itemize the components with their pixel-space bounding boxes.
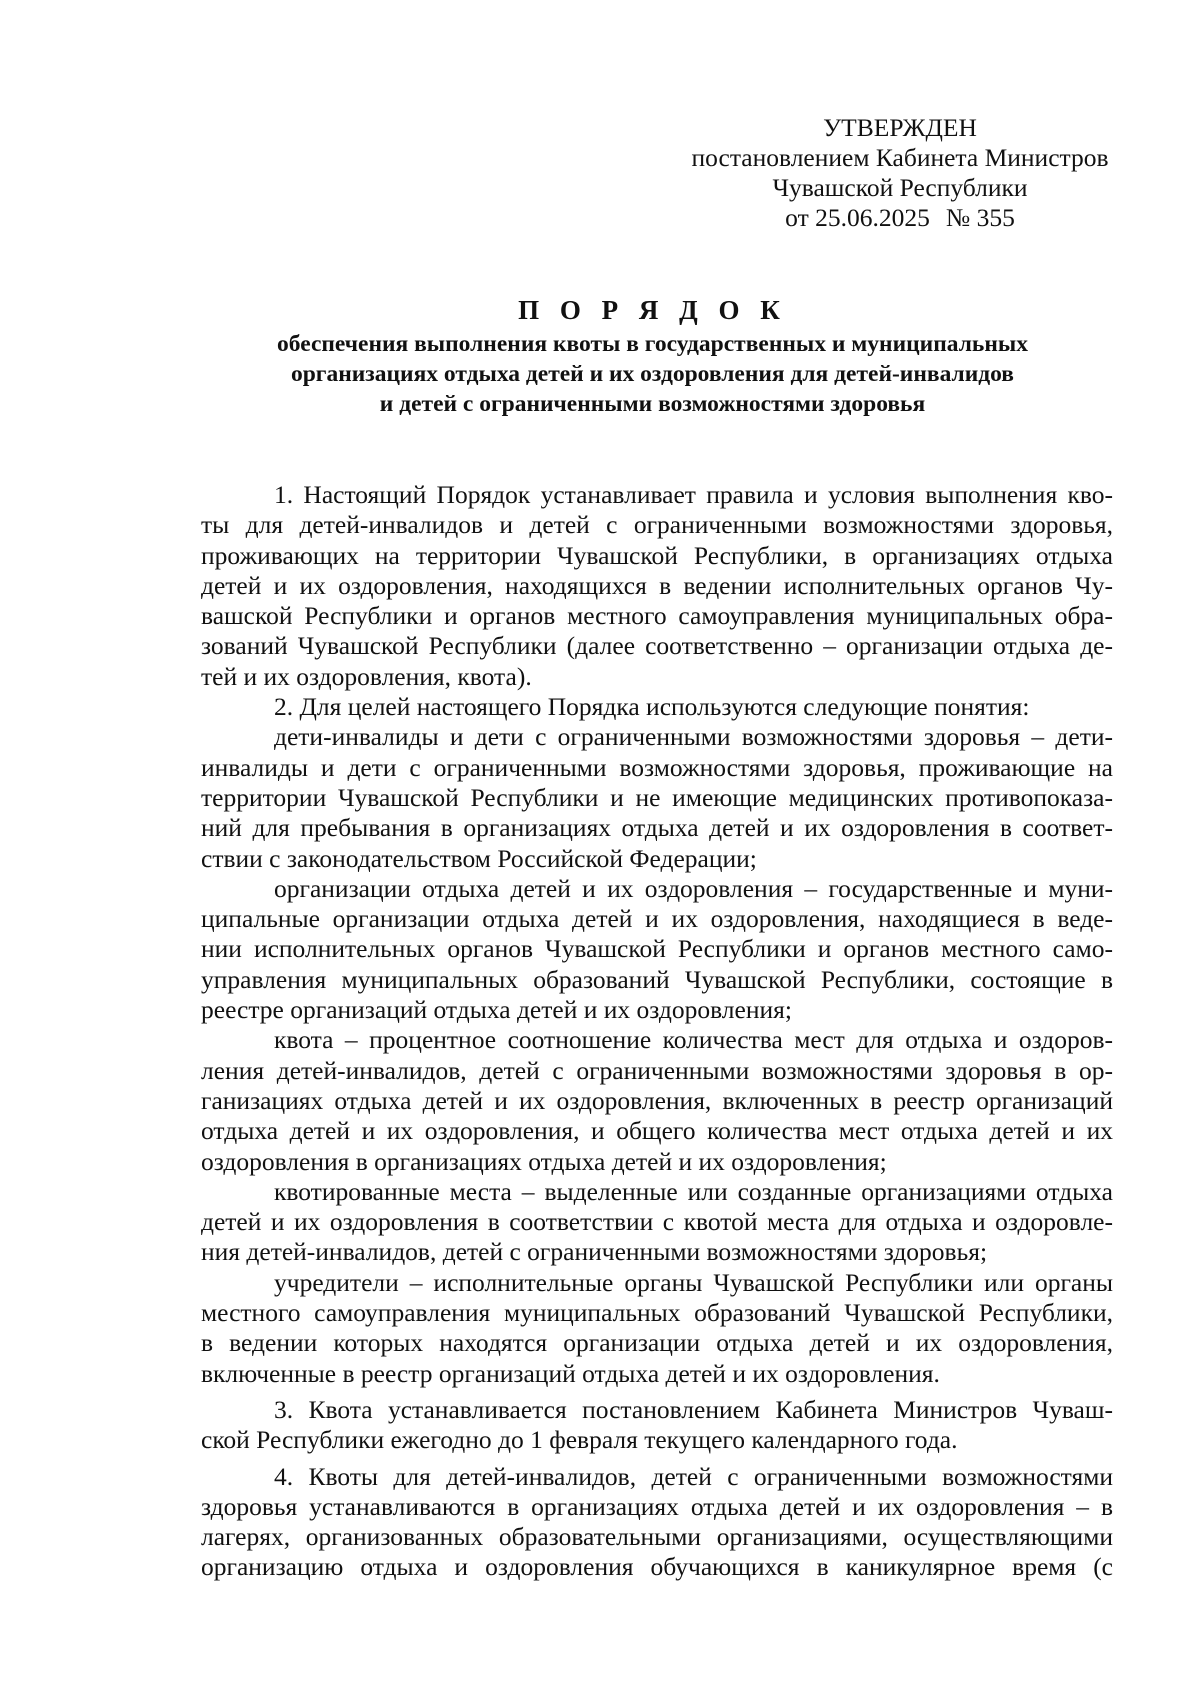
paragraph-line: ний для пребывания в организациях отдыха детей и их оздоровления в соответ- — [201, 813, 1113, 843]
paragraph-line: 3. Квота устанавливается постановлением Кабинета Министров Чуваш- — [274, 1394, 1113, 1424]
paragraph — [201, 874, 1113, 1025]
paragraph-line: инвалиды и дети с ограниченными возможностями здоровья, проживающие на — [201, 752, 1113, 782]
approval-region: Чувашской Республики — [772, 173, 1028, 202]
approval-issuer: постановлением Кабинета Министров — [691, 143, 1109, 172]
paragraph-line: квотированные места – выделенные или созданные организациями отдыха — [274, 1176, 1113, 1206]
paragraph-line: отдыха детей и их оздоровления, и общего количества мест отдыха детей и их — [201, 1116, 1113, 1146]
paragraph-line: ты для детей-инвалидов и детей с ограниченными возможностями здоровья, — [201, 510, 1113, 540]
paragraph-line: 4. Квоты для детей-инвалидов, детей с ограниченными возможностями — [274, 1461, 1113, 1491]
paragraph-line: вашской Республики и органов местного самоуправления муниципальных обра- — [201, 601, 1113, 631]
paragraph — [201, 722, 1113, 873]
paragraph-line: ния детей-инвалидов, детей с ограниченными возможностями здоровья; — [201, 1237, 988, 1267]
paragraph-line: детей и их оздоровления, находящихся в ведении исполнительных органов Чу- — [201, 570, 1113, 600]
paragraph-line: оздоровления в организациях отдыха детей и их оздоровления; — [201, 1146, 887, 1176]
paragraph-line: местного самоуправления муниципальных образований Чувашской Республики, — [201, 1298, 1113, 1328]
approval-date-number — [670, 203, 1130, 233]
paragraph — [201, 480, 1113, 692]
paragraph-line: проживающих на территории Чувашской Республики, в организациях отдыха — [201, 540, 1113, 570]
approval-date: от 25.06.2025 — [785, 203, 930, 232]
paragraph-line: реестре организаций отдыха детей и их оздоровления; — [201, 995, 792, 1025]
paragraph-line: ганизациях отдыха детей и их оздоровления, включенных в реестр организаций — [201, 1085, 1113, 1115]
paragraph-line: 2. Для целей настоящего Порядка используются следующие понятия: — [274, 692, 1030, 722]
document-title: П О Р Я Д О К — [518, 295, 787, 325]
paragraph — [201, 1462, 1113, 1583]
paragraph-line: ципальные организации отдыха детей и их оздоровления, находящиеся в веде- — [201, 904, 1113, 934]
paragraph-line: тей и их оздоровления, квота). — [201, 661, 532, 691]
paragraph-line: ления детей-инвалидов, детей с ограниченными возможностями здоровья в ор- — [201, 1055, 1113, 1085]
paragraph — [201, 1025, 1113, 1176]
paragraph-line: включенные в реестр организаций отдыха детей и их оздоровления. — [201, 1358, 940, 1388]
paragraph — [201, 1268, 1113, 1389]
paragraph-line: лагерях, организованных образовательными организациями, осуществляющими — [201, 1522, 1113, 1552]
paragraph-line: дети-инвалиды и дети с ограниченными возможностями здоровья – дети- — [274, 722, 1113, 752]
paragraph-line: в ведении которых находятся организации отдыха детей и их оздоровления, — [201, 1328, 1113, 1358]
document-subtitle-line: и детей с ограниченными возможностями здоровья — [379, 391, 926, 417]
paragraph-line: детей и их оздоровления в соответствии с квотой места для отдыха и оздоровле- — [201, 1207, 1113, 1237]
paragraph-line: ской Республики ежегодно до 1 февраля текущего календарного года. — [201, 1425, 958, 1455]
paragraph-line: ствии с законодательством Российской Федерации; — [201, 843, 757, 873]
approval-word: УТВЕРЖДЕН — [823, 113, 977, 142]
paragraph-line: организации отдыха детей и их оздоровления – государственные и муни- — [274, 873, 1113, 903]
document-subtitle-line: организациях отдыха детей и их оздоровления для детей-инвалидов — [290, 361, 1014, 387]
paragraph-line: здоровья устанавливаются в организациях отдыха детей и их оздоровления – в — [201, 1491, 1113, 1521]
paragraph-line: нии исполнительных органов Чувашской Республики и органов местного само- — [201, 934, 1113, 964]
paragraph — [201, 1177, 1113, 1268]
paragraph-line: территории Чувашской Республики и не имеющие медицинских противопоказа- — [201, 782, 1113, 812]
approval-number: № 355 — [945, 203, 1015, 232]
approval-stamp — [670, 113, 1130, 233]
paragraph-line: квота – процентное соотношение количества мест для отдыха и оздоров- — [274, 1025, 1113, 1055]
paragraph-line: учредители – исполнительные органы Чувашской Республики или органы — [274, 1267, 1113, 1297]
paragraph-line: зований Чувашской Республики (далее соответственно – организации отдыха де- — [201, 631, 1113, 661]
document-title-block — [195, 295, 1110, 419]
document-body — [201, 480, 1113, 1583]
paragraph-line: управления муниципальных образований Чувашской Республики, состоящие в — [201, 964, 1113, 994]
paragraph-line: 1. Настоящий Порядок устанавливает правила и условия выполнения кво- — [274, 480, 1113, 509]
paragraph-line: организацию отдыха и оздоровления обучающихся в каникулярное время (с — [201, 1552, 1113, 1582]
paragraph — [201, 692, 1113, 722]
document-subtitle-line: обеспечения выполнения квоты в государственных и муниципальных — [277, 331, 1028, 357]
paragraph — [201, 1395, 1113, 1456]
